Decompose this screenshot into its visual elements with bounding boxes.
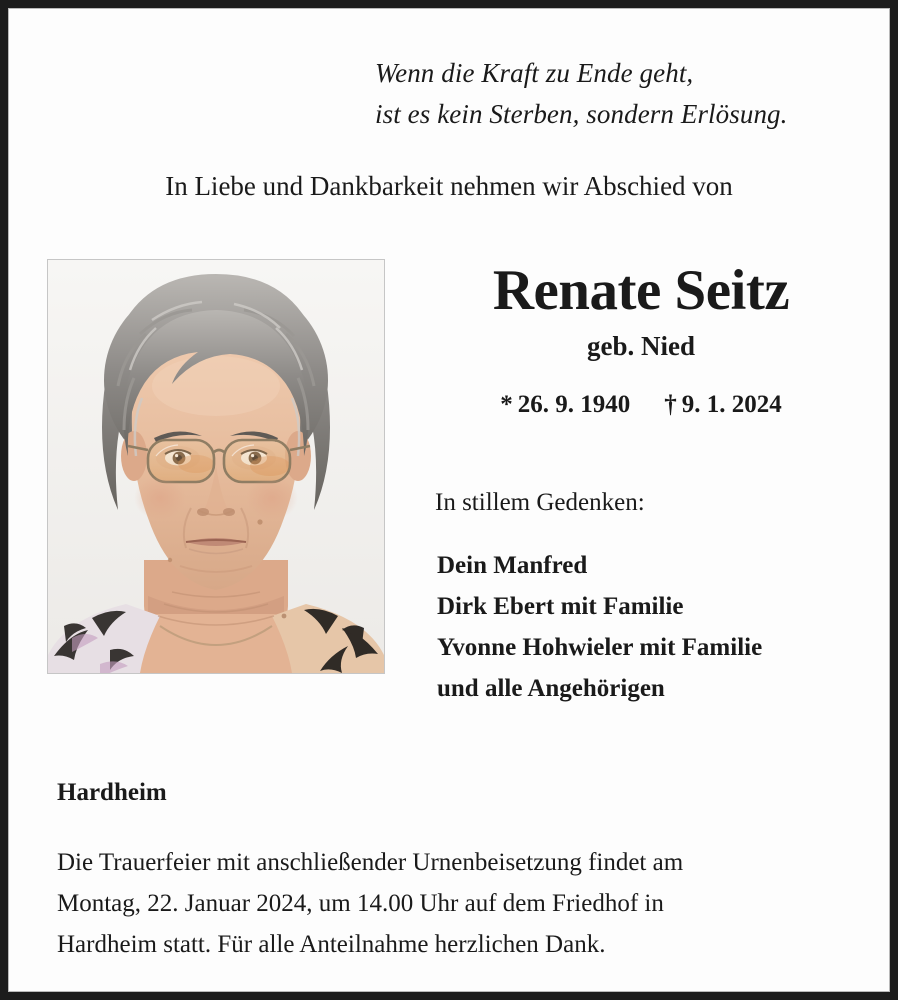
arrangements-line-2: Montag, 22. Januar 2024, um 14.00 Uhr auf dem Friedhof in bbox=[57, 890, 664, 917]
place-name: Hardheim bbox=[57, 779, 167, 806]
arrangements-line-3: Hardheim statt. Für alle Anteilnahme herzlichen Dank. bbox=[57, 931, 606, 958]
deceased-name: Renate Seitz bbox=[492, 259, 790, 322]
mourners-list bbox=[437, 545, 875, 709]
funeral-arrangements bbox=[57, 842, 863, 965]
farewell-text: In Liebe und Dankbarkeit nehmen wir Abschied von bbox=[165, 171, 733, 201]
notice-paper bbox=[8, 8, 890, 992]
portrait-illustration bbox=[48, 260, 384, 673]
birth-symbol-asterisk: * bbox=[500, 391, 513, 418]
death-date: 9. 1. 2024 bbox=[681, 391, 782, 418]
deceased-maiden-name: geb. Nied bbox=[587, 331, 695, 361]
arrangements-line-1: Die Trauerfeier mit anschließender Urnenbeisetzung findet am bbox=[57, 849, 684, 876]
epigraph-line-1: Wenn die Kraft zu Ende geht, bbox=[375, 58, 694, 88]
memory-heading: In stillem Gedenken: bbox=[435, 489, 645, 516]
deceased-details bbox=[407, 259, 875, 709]
mourner-line: Dirk Ebert mit Familie bbox=[437, 593, 684, 620]
mourner-line: und alle Angehörigen bbox=[437, 675, 665, 702]
portrait-photo bbox=[47, 259, 385, 674]
mourner-line: Dein Manfred bbox=[437, 552, 588, 579]
mourner-line: Yvonne Hohwieler mit Familie bbox=[437, 634, 763, 661]
epigraph-line-2: ist es kein Sterben, sondern Erlösung. bbox=[375, 99, 788, 129]
deceased-dates bbox=[407, 389, 875, 421]
epigraph bbox=[375, 53, 875, 135]
death-symbol-cross: † bbox=[664, 391, 677, 418]
birth-date: 26. 9. 1940 bbox=[517, 391, 631, 418]
